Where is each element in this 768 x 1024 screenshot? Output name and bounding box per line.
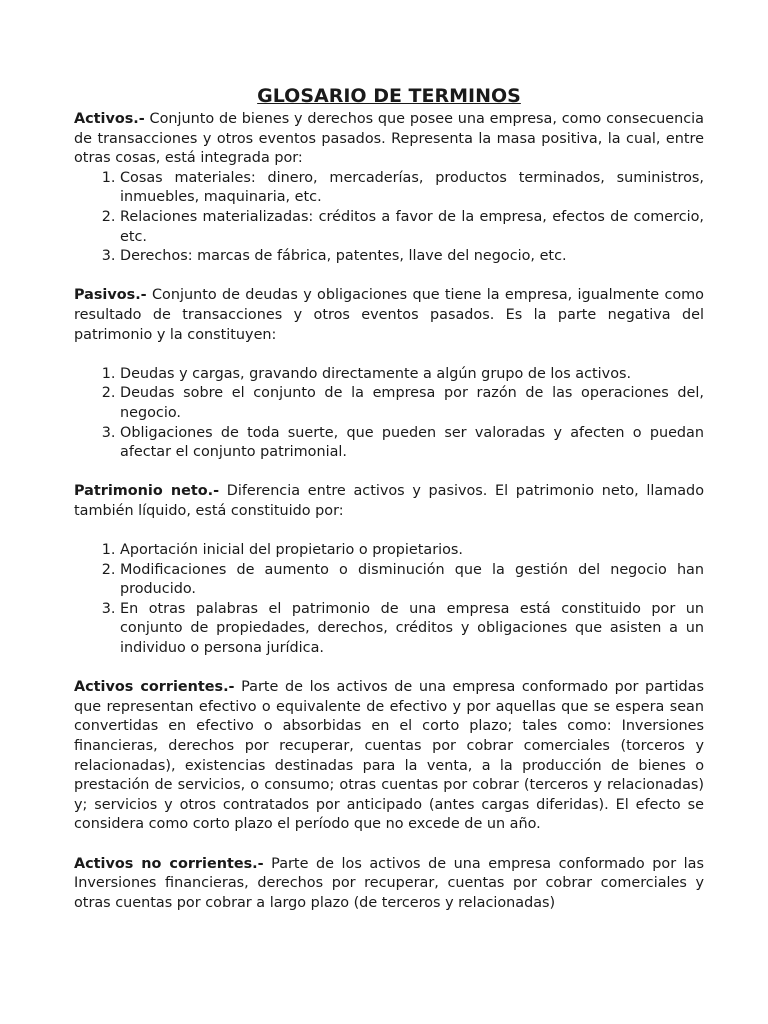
definition-text: Parte de los activos de una empresa conformado por las Inversiones financieras, derechos por recuperar, cuentas por cobrar comerciales y otras cuentas por cobrar a largo plazo (de terceros y relacionadas)	[74, 855, 704, 911]
spacer	[74, 345, 704, 365]
term-label: Activos corrientes.-	[74, 679, 235, 696]
spacer	[74, 463, 704, 483]
definition-text: Parte de los activos de una empresa conformado por partidas que representan efectivo o equivalente de efectivo y por aquellas que se espera sean convertidas en efectivo o absorbidas en el corto plazo; tales como: Inversiones financieras, derechos por recuperar, cuentas por cobrar comerciales (torceros y relacionadas), existencias destinadas para la venta, a la producción de bienes o prestación de servicios, o consumo; otras cuentas por cobrar (terceros y relacionadas) y; servicios y otros contratados por anticipado (antes cargas diferidas). El efecto se considera como corto plazo el período que no excede de un año.	[74, 679, 705, 833]
spacer	[74, 267, 704, 287]
definition-activos-corrientes	[74, 678, 704, 835]
definition-pasivos	[74, 286, 704, 345]
list-item: 2. Modificaciones de aumento o disminución que la gestión del negocio han producido.	[120, 561, 704, 600]
document-page	[74, 84, 704, 913]
definition-activos	[74, 110, 704, 169]
list-item: 1. Cosas materiales: dinero, mercaderías, productos terminados, suministros, inmuebles, maquinaria, etc.	[120, 169, 704, 208]
list-item: 3. En otras palabras el patrimonio de una empresa está constituido por un conjunto de propiedades, derechos, créditos y obligaciones que asisten a un individuo o persona jurídica.	[120, 600, 704, 659]
pasivos-list	[74, 365, 704, 463]
term-label: Activos no corrientes.-	[74, 855, 264, 872]
term-label: Pasivos.-	[74, 287, 147, 304]
definition-text: Conjunto de bienes y derechos que posee una empresa, como consecuencia de transacciones y otros eventos pasados. Representa la masa positiva, la cual, entre otras cosas, está integrada por:	[74, 111, 704, 167]
list-item: 2. Relaciones materializadas: créditos a favor de la empresa, efectos de comercio, etc.	[120, 208, 704, 247]
list-item: 1. Aportación inicial del propietario o propietarios.	[120, 541, 704, 561]
patrimonio-list	[74, 541, 704, 659]
definition-activos-no-corrientes	[74, 855, 704, 914]
page-title: GLOSARIO DE TERMINOS	[257, 85, 521, 107]
definition-text: Conjunto de deudas y obligaciones que tiene la empresa, igualmente como resultado de transacciones y otros eventos pasados. Es la parte negativa del patrimonio y la constituyen:	[74, 287, 704, 343]
term-label: Patrimonio neto.-	[74, 483, 220, 500]
list-item: 1. Deudas y cargas, gravando directamente a algún grupo de los activos.	[120, 365, 704, 385]
list-item: 3. Obligaciones de toda suerte, que pueden ser valoradas y afecten o puedan afectar el conjunto patrimonial.	[120, 424, 704, 463]
definition-patrimonio-neto	[74, 482, 704, 521]
spacer	[74, 835, 704, 855]
term-label: Activos.-	[74, 111, 145, 127]
definition-text: Diferencia entre activos y pasivos. El patrimonio neto, llamado también líquido, está constituido por:	[74, 483, 704, 519]
activos-list	[74, 169, 704, 267]
spacer	[74, 521, 704, 541]
spacer	[74, 659, 704, 679]
list-item: 2. Deudas sobre el conjunto de la empresa por razón de las operaciones del, negocio.	[120, 384, 704, 423]
list-item: 3. Derechos: marcas de fábrica, patentes, llave del negocio, etc.	[120, 247, 704, 267]
